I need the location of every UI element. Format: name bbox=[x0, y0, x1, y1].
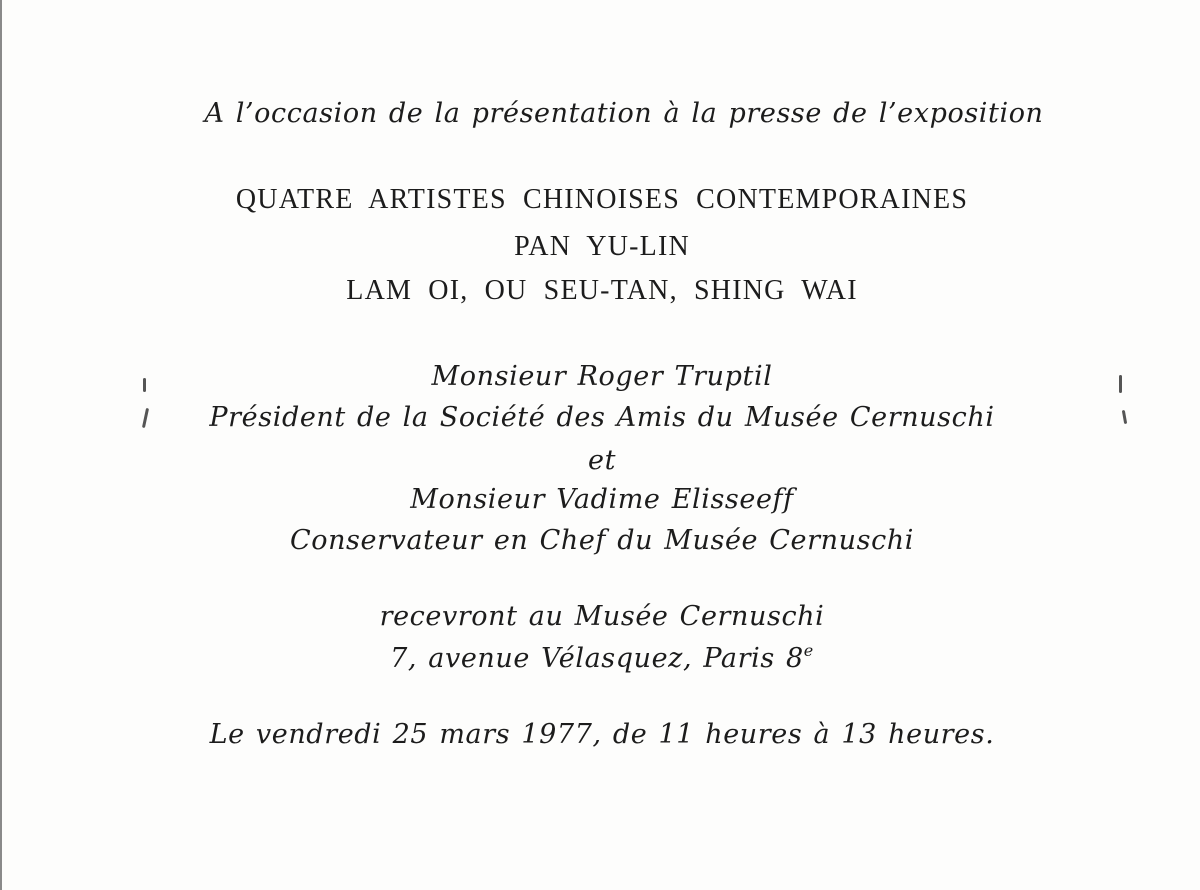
conjunction-text: et bbox=[587, 445, 617, 476]
intro-text: A l’occasion de la présentation à la presse de l’exposition bbox=[204, 98, 1044, 129]
venue-line: recevront au Musée Cernuschi bbox=[379, 601, 825, 632]
date-time: Le vendredi 25 mars 1977, de 11 heures à 13 heures. bbox=[209, 719, 995, 750]
address-main: 7, avenue Vélasquez, Paris 8 bbox=[390, 643, 804, 674]
host2-title: Conservateur en Chef du Musée Cernuschi bbox=[289, 525, 915, 556]
host1-title: Président de la Société des Amis du Musée Cernuschi bbox=[209, 402, 995, 433]
other-artists: LAM OI, OU SEU-TAN, SHING WAI bbox=[346, 275, 858, 306]
scan-mark-right-top bbox=[1119, 375, 1122, 393]
featured-artist: PAN YU-LIN bbox=[514, 231, 690, 262]
host1-name: Monsieur Roger Truptil bbox=[431, 361, 773, 392]
address-superscript: e bbox=[803, 641, 814, 660]
exhibition-title: QUATRE ARTISTES CHINOISES CONTEMPORAINES bbox=[235, 184, 969, 215]
host2-name: Monsieur Vadime Elisseeff bbox=[410, 484, 794, 515]
scan-mark-left-top bbox=[143, 378, 146, 392]
address-line bbox=[2, 643, 1200, 674]
